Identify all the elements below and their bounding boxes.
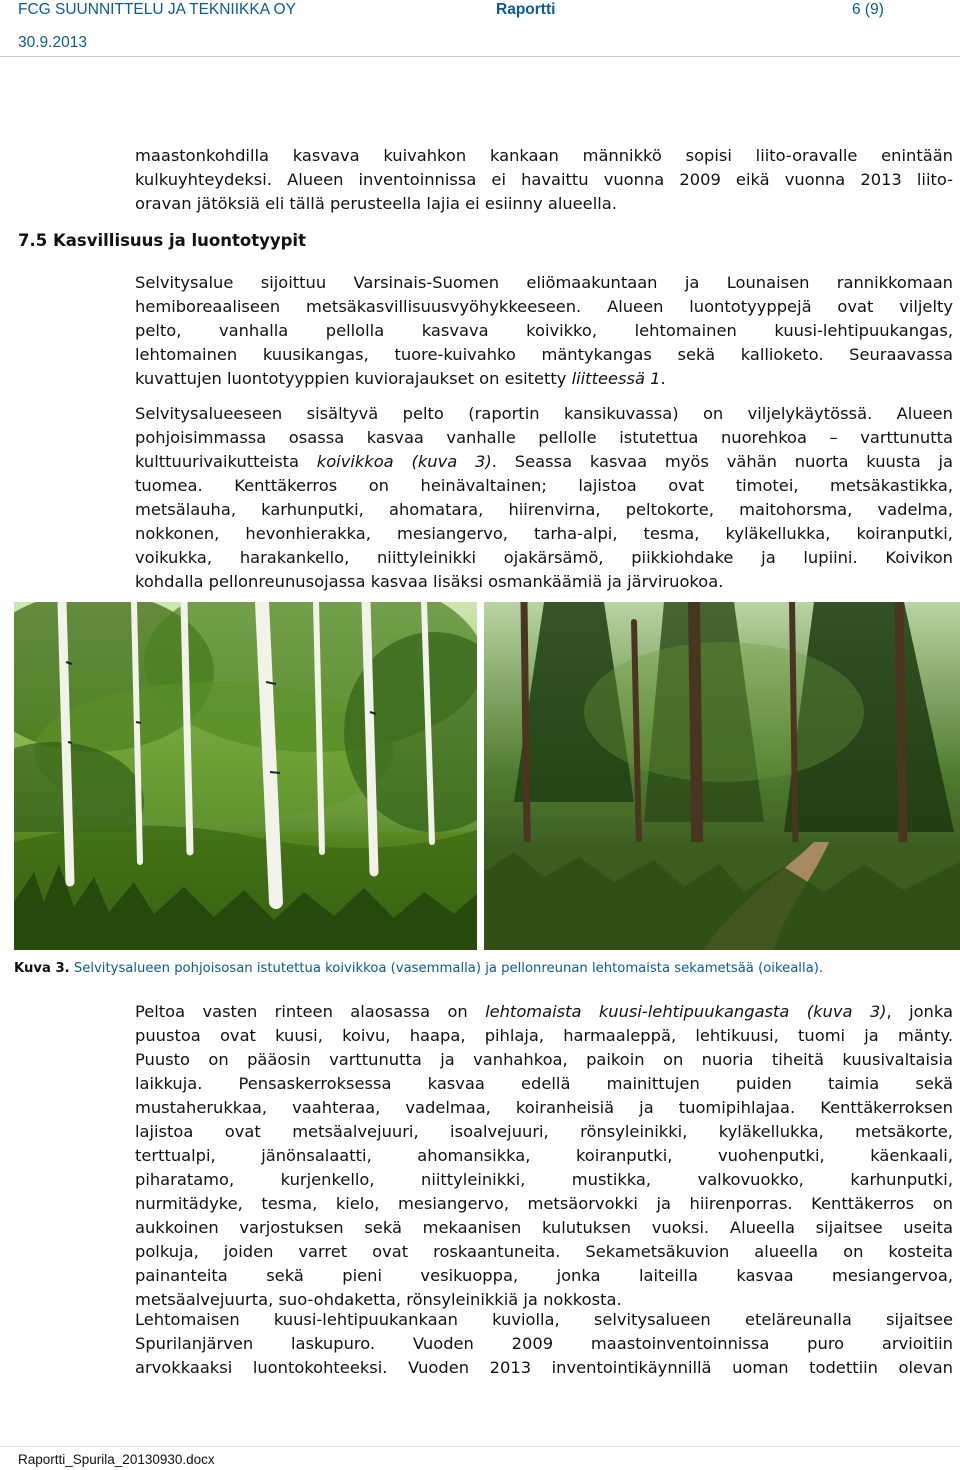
text-run: Peltoa vasten rinteen alaosassa on bbox=[135, 1002, 486, 1021]
text-run: kulttuurivaikutteista bbox=[135, 452, 317, 471]
text-line bbox=[135, 1000, 953, 1024]
page-header bbox=[0, 0, 960, 58]
spruce-forest-path-photo bbox=[484, 602, 960, 950]
text-line: nokkonen, hevonhierakka, mesiangervo, tarha-alpi, tesma, kyläkellukka, koiranputki, bbox=[135, 524, 953, 543]
section-heading: 7.5 Kasvillisuus ja luontotyypit bbox=[18, 231, 306, 250]
text-line: Spurilanjärven laskupuro. Vuoden 2009 maastoinventoinnissa puro arvioitiin bbox=[135, 1334, 953, 1353]
text-run: kuvattujen luontotyyppien kuviorajaukset on esitetty bbox=[135, 369, 572, 388]
caption-label: Kuva 3. bbox=[14, 961, 70, 976]
text-line: pelto, vanhalla pellolla kasvava koivikko, lehtomainen kuusi-lehtipuukangas, bbox=[135, 321, 953, 340]
company-name: FCG SUUNNITTELU JA TEKNIIKKA OY bbox=[18, 1, 296, 18]
paragraph-pelto-koivikko bbox=[135, 402, 953, 594]
intro-paragraph bbox=[135, 144, 953, 216]
text-line bbox=[135, 367, 953, 391]
document-type: Raportti bbox=[496, 1, 556, 18]
text-line: tuomea. Kenttäkerros on heinävaltainen; lajistoa ovat timotei, metsäkastikka, bbox=[135, 476, 953, 495]
text-line: painanteita sekä pieni vesikuoppa, jonka laiteilla kasvaa mesiangervoa, bbox=[135, 1266, 953, 1285]
text-line: piharatamo, kurjenkello, niittyleinikki, mustikka, valkovuokko, karhunputki, bbox=[135, 1170, 953, 1189]
caption-text: Selvitysalueen pohjoisosan istutettua koivikkoa (vasemmalla) ja pellonreunan lehtomaista sekametsää (oikealla). bbox=[69, 961, 824, 976]
text-run: , jonka bbox=[886, 1002, 953, 1021]
text-line: mustaherukkaa, vaahteraa, vadelmaa, koiranheisiä ja tuomipihlajaa. Kenttäkerroksen bbox=[135, 1098, 953, 1117]
text-line: Selvitysalueeseen sisältyvä pelto (raportin kansikuvassa) on viljelykäytössä. Alueen bbox=[135, 404, 953, 423]
figure-reference: koivikkoa (kuva 3) bbox=[316, 452, 492, 471]
text-line: voikukka, harakankello, niittyleinikki ojakärsämö, piikkiohdake ja lupiini. Koivikon bbox=[135, 548, 953, 567]
text-line: aukkoinen varjostuksen sekä mekaanisen kulutuksen vuoksi. Alueella sijaitsee useita bbox=[135, 1218, 953, 1237]
paragraph-laskupuro bbox=[135, 1308, 953, 1380]
text-line: nurmitädyke, tesma, kielo, mesiangervo, metsäorvokki ja hiirenporras. Kenttäkerros on bbox=[135, 1194, 953, 1213]
text-line: terttualpi, jänönsalaatti, ahomansikka, koiranputki, vuohenputki, käenkaali, bbox=[135, 1146, 953, 1165]
text-line: kulkuyhteydeksi. Alueen inventoinnissa ei havaittu vuonna 2009 eikä vuonna 2013 liito- bbox=[135, 170, 953, 189]
text-line: metsälauha, karhunputki, ahomatara, hiirenvirna, peltokorte, maitohorsma, vadelma, bbox=[135, 500, 953, 519]
text-line: lajistoa ovat metsäalvejuuri, isoalvejuuri, rönsyleinikki, kyläkellukka, metsäkorte, bbox=[135, 1122, 953, 1141]
appendix-reference: liitteessä 1 bbox=[571, 369, 661, 388]
text-line bbox=[135, 450, 953, 474]
paragraph-sekametsa bbox=[135, 1000, 953, 1312]
text-run: . bbox=[660, 369, 666, 388]
text-line: hemiboreaaliseen metsäkasvillisuusvyöhykkeeseen. Alueen luontotyyppejä ovat viljelty bbox=[135, 297, 953, 316]
text-line: oravan jätöksiä eli tällä perusteella lajia ei esiinny alueella. bbox=[135, 194, 617, 213]
figure-photos bbox=[14, 602, 960, 950]
text-line: metsäalvejuurta, suo-ohdaketta, rönsyleinikkiä ja nokkosta. bbox=[135, 1290, 622, 1309]
text-line: puustoa ovat kuusi, koivu, haapa, pihlaja, harmaaleppä, lehtikuusi, tuomi ja mänty. bbox=[135, 1026, 953, 1045]
text-line: kohdalla pellonreunusojassa kasvaa lisäksi osmankäämiä ja järviruokoa. bbox=[135, 572, 724, 591]
document-date: 30.9.2013 bbox=[18, 34, 87, 51]
text-line: Puusto on pääosin varttunutta ja vanhahkoa, paikoin on nuoria tiheitä kuusivaltaisia bbox=[135, 1050, 953, 1069]
page-number: 6 (9) bbox=[852, 1, 884, 18]
footer-divider bbox=[0, 1446, 960, 1447]
figure-reference: lehtomaista kuusi-lehtipuukangasta (kuva 3) bbox=[485, 1002, 887, 1021]
text-line: Selvitysalue sijoittuu Varsinais-Suomen eliömaakuntaan ja Lounaisen rannikkomaan bbox=[135, 273, 953, 292]
figure-caption bbox=[14, 961, 960, 976]
text-line: maastonkohdilla kasvava kuivahkon kankaan männikkö sopisi liito-oravalle enintään bbox=[135, 146, 953, 165]
birch-grove-photo bbox=[14, 602, 477, 950]
text-line: polkuja, joiden varret ovat roskaantuneita. Sekametsäkuvion alueella on kosteita bbox=[135, 1242, 953, 1261]
text-line: arvokkaaksi luontokohteeksi. Vuoden 2013 inventointikäynnillä uoman todettiin olevan bbox=[135, 1358, 953, 1377]
text-line: Lehtomaisen kuusi-lehtipuukankaan kuviolla, selvitysalueen eteläreunalla sijaitsee bbox=[135, 1310, 953, 1329]
text-run: . Seassa kasvaa myös vähän nuorta kuusta ja bbox=[491, 452, 954, 471]
text-line: lehtomainen kuusikangas, tuore-kuivahko mäntykangas sekä kallioketo. Seuraavassa bbox=[135, 345, 953, 364]
footer-filename: Raportti_Spurila_20130930.docx bbox=[18, 1452, 215, 1467]
text-line: laikkuja. Pensaskerroksessa kasvaa edellä mainittujen puiden taimia sekä bbox=[135, 1074, 953, 1093]
text-line: pohjoisimmassa osassa kasvaa vanhalle pellolle istutettua nuorehkoa – varttunutta bbox=[135, 428, 953, 447]
paragraph-luontotyypit bbox=[135, 271, 953, 391]
header-divider bbox=[0, 56, 960, 57]
